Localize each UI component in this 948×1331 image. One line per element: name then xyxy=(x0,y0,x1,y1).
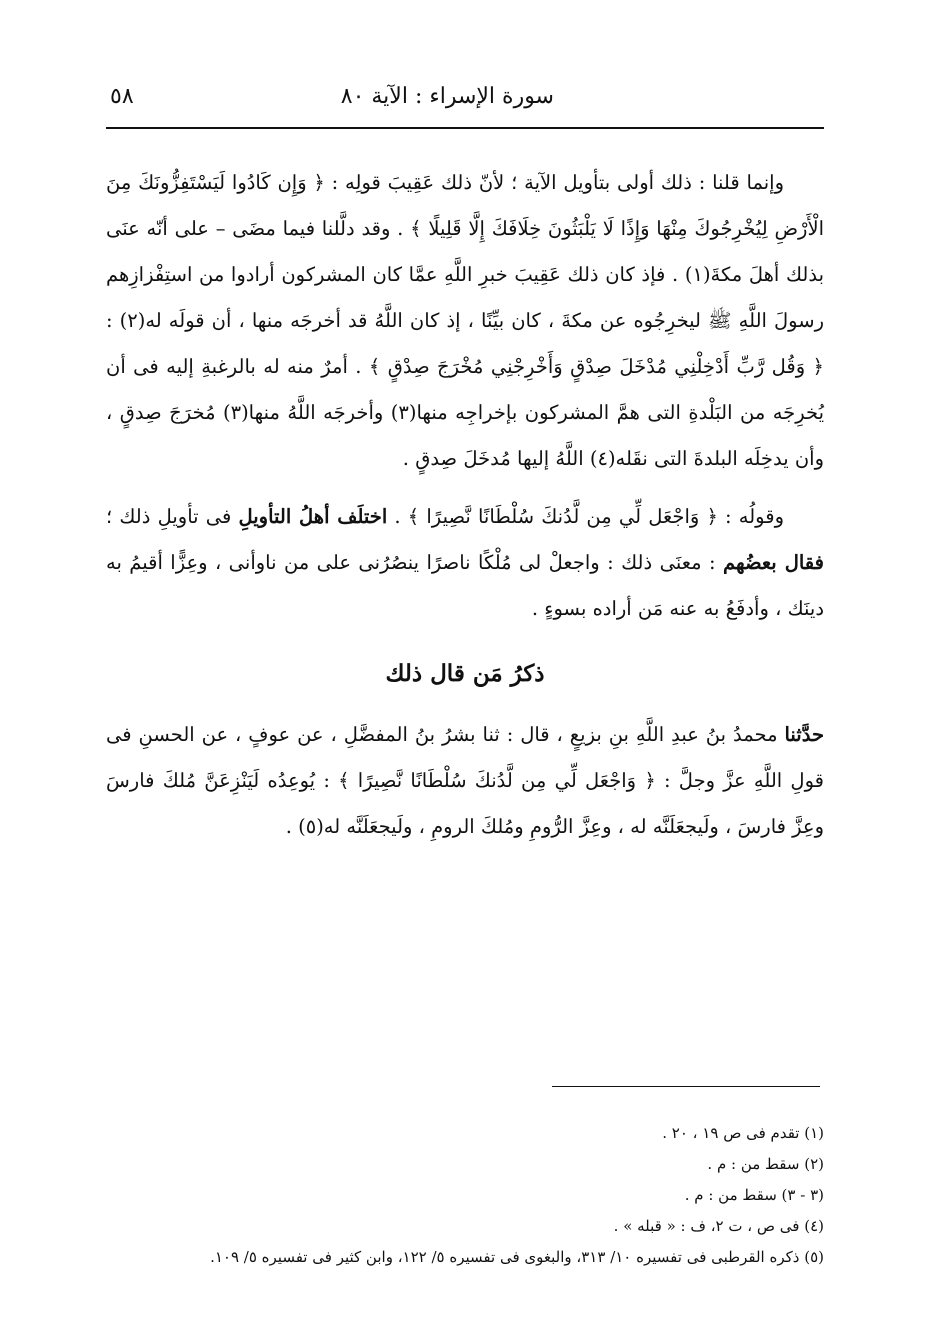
header-rule xyxy=(106,127,824,129)
paragraph-2-mid: فى تأويلِ ذلك ؛ xyxy=(106,505,239,528)
paragraph-3-rest: محمدُ بنُ عبدِ اللَّهِ بنِ بزيعٍ ، قال : ثنا بشرُ بنُ المفضَّلِ ، عن عوفٍ ، عن الحسنِ فى قولِ اللَّهِ عزَّ وجلَّ : ﴿ وَاجْعَل لِّي مِن لَّدُنكَ سُلْطَانًا نَّصِيرًا ﴾ : يُوعِدُه لَيَنْزِعَنَّ مُلكَ فارسَ وعِزَّ فارسَ ، ولَيجعَلَنَّه له ، وعِزَّ الرُّومِ ومُلكَ الرومِ ، ولَيجعَلَنَّه له(٥) . xyxy=(106,723,824,838)
footnote-3: (٣ - ٣) سقط من : م . xyxy=(684,1186,824,1204)
footnote-rule xyxy=(552,1086,820,1087)
paragraph-1: وإنما قلنا : ذلك أولى بتأويل الآية ؛ لأنّ ذلك عَقِيبَ قولِه : ﴿ وَإِن كَادُوا لَيَسْتَفِزُّونَكَ مِنَ الْأَرْضِ لِيُخْرِجُوكَ مِنْهَا وَإِذًا لَا يَلْبَثُونَ خِلَافَكَ إِلَّا قَلِيلًا ﴾ . وقد دلَّلنا فيما مضَى – على أنّه عنَى بذلك أهلَ مكةَ(١) . فإذ كان ذلك عَقِيبَ خبرِ اللَّهِ عمَّا كان المشركون أرادوا من استِفْزازِهم رسولَ اللَّهِ ﷺ ليخرِجُوه عن مكةَ ، كان بيِّنًا ، إذ كان اللَّهُ قد أخرجَه منها ، أن قولَه له(٢) : ﴿ وَقُل رَّبِّ أَدْخِلْنِي مُدْخَلَ صِدْقٍ وَأَخْرِجْنِي مُخْرَجَ صِدْقٍ ﴾ . أمرٌ منه له بالرغبةِ إليه فى أن يُخرِجَه من البَلْدةِ التى همَّ المشركون بإخراجِه منها(٣) وأخرجَه اللَّهُ منها(٣) مُخرَجَ صِدقٍ ، وأن يدخِلَه البلدةَ التى نقَله(٤) اللَّهُ إليها مُدخَلَ صِدقٍ . xyxy=(106,171,825,470)
main-text xyxy=(106,160,824,850)
footnotes xyxy=(106,1118,824,1273)
paragraph-3-bold: حدَّثنا xyxy=(784,723,824,746)
footnote-1: (١) تقدم فى ص ١٩ ، ٢٠ . xyxy=(662,1124,824,1142)
paragraph-3 xyxy=(106,712,824,850)
paragraph-2-rest: : معنَى ذلك : واجعلْ لى مُلْكًا ناصرًا ينصُرُنى على من ناوأنى ، وعِزًّا أقيمُ به دينَك ، وأدفَعُ به عنه مَن أراده بسوءٍ . xyxy=(106,551,824,620)
paragraph-2-quote: وقولُه : ﴿ وَاجْعَل لِّي مِن لَّدُنكَ سُلْطَانًا نَّصِيرًا ﴾ . xyxy=(387,505,784,528)
footnote-5: (٥) ذكره القرطبى فى تفسيره ١٠/ ٣١٣، والبغوى فى تفسيره ٥/ ١٢٢، وابن كثير فى تفسيره ٥/ ١٠٩. xyxy=(210,1248,824,1266)
running-header-title: سورة الإسراء : الآية ٨٠ xyxy=(340,84,554,109)
running-header xyxy=(106,78,824,122)
section-heading: ذكرُ مَن قال ذلك xyxy=(385,660,545,687)
footnote-2: (٢) سقط من : م . xyxy=(707,1155,824,1173)
footnote-4: (٤) فى ص ، ت ٢، ف : « قبله » . xyxy=(613,1217,824,1235)
paragraph-2-bold-1: اختلَف أهلُ التأويلِ xyxy=(238,505,388,528)
page-number: ٥٨ xyxy=(110,84,134,109)
paragraph-2-bold-2: فقال بعضُهم xyxy=(722,551,824,574)
paragraph-2 xyxy=(106,494,824,632)
